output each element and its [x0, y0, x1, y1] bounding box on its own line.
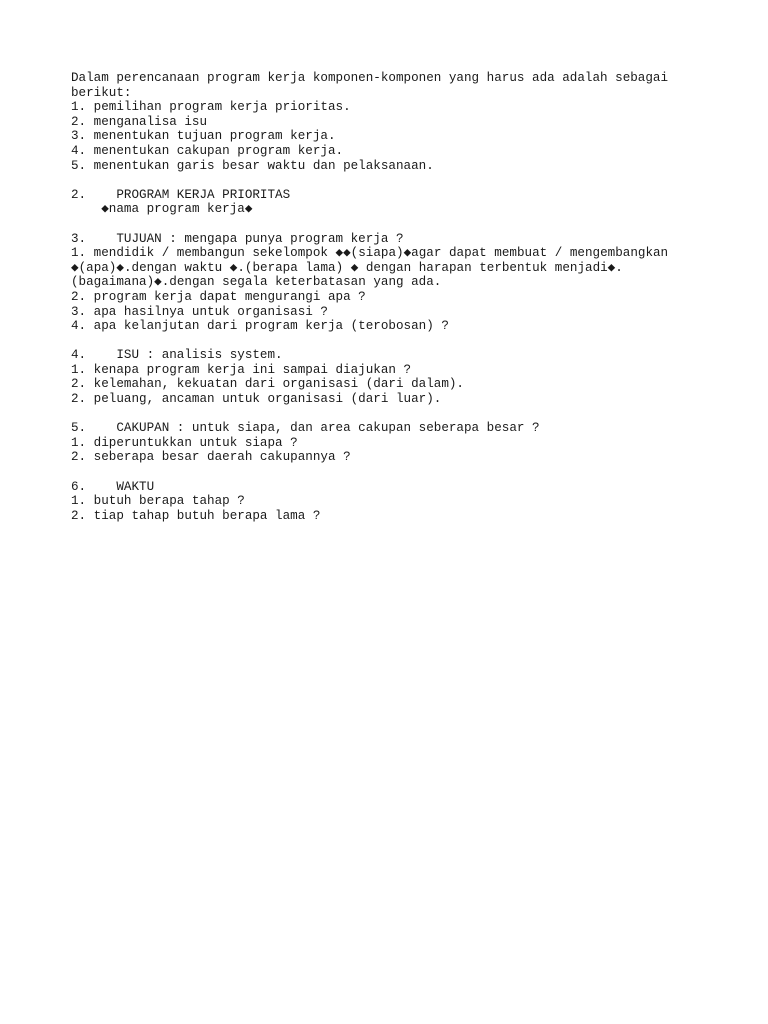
section-waktu: [71, 480, 711, 524]
section-list-item: 1. diperuntukkan untuk siapa ?: [71, 435, 298, 450]
section-list-item-continuation: ◆(apa)◆.dengan waktu ◆.(berapa lama) ◆ dengan harapan terbentuk menjadi◆.: [71, 260, 623, 275]
section-program-kerja-prioritas: [71, 188, 711, 217]
section-list-item: 2. program kerja dapat mengurangi apa ?: [71, 289, 366, 304]
section-list-item: 1. kenapa program kerja ini sampai diajukan ?: [71, 362, 412, 377]
section-list-item: 2. tiap tahap butuh berapa lama ?: [71, 508, 321, 523]
blank-line: [71, 465, 711, 480]
section-isu: [71, 348, 711, 406]
blank-line: [71, 407, 711, 422]
section-cakupan: [71, 421, 711, 465]
document-page: [71, 71, 711, 523]
section-heading: 3. TUJUAN : mengapa punya program kerja ?: [71, 231, 404, 246]
section-list-item: 2. seberapa besar daerah cakupannya ?: [71, 450, 351, 465]
section-list-item: 4. apa kelanjutan dari program kerja (terobosan) ?: [71, 319, 449, 334]
section-heading: 4. ISU : analisis system.: [71, 348, 283, 363]
intro-list-item: 4. menentukan cakupan program kerja.: [71, 143, 344, 158]
blank-line: [71, 173, 711, 188]
section-heading: 6. WAKTU: [71, 479, 155, 494]
section-heading: 5. CAKUPAN : untuk siapa, dan area cakupan seberapa besar ?: [71, 421, 540, 436]
section-tujuan: [71, 232, 711, 334]
section-list-item: 2. kelemahan, kekuatan dari organisasi (dari dalam).: [71, 377, 464, 392]
intro-block: [71, 71, 711, 173]
intro-list-item: 3. menentukan tujuan program kerja.: [71, 129, 336, 144]
section-line: ◆nama program kerja◆: [71, 202, 253, 217]
intro-list-item: 2. menganalisa isu: [71, 114, 208, 129]
intro-list-item: 1. pemilihan program kerja prioritas.: [71, 100, 351, 115]
intro-paragraph-line: Dalam perencanaan program kerja komponen-komponen yang harus ada adalah sebagai: [71, 71, 669, 85]
blank-line: [71, 217, 711, 232]
section-list-item: 2. peluang, ancaman untuk organisasi (dari luar).: [71, 392, 442, 407]
section-list-item: 3. apa hasilnya untuk organisasi ?: [71, 304, 328, 319]
section-list-item: 1. mendidik / membangun sekelompok ◆◆(siapa)◆agar dapat membuat / mengembangkan: [71, 246, 669, 261]
intro-paragraph-line: berikut:: [71, 85, 132, 100]
section-list-item: 1. butuh berapa tahap ?: [71, 494, 245, 509]
intro-list-item: 5. menentukan garis besar waktu dan pelaksanaan.: [71, 158, 434, 173]
section-list-item-continuation: (bagaimana)◆.dengan segala keterbatasan yang ada.: [71, 275, 442, 290]
blank-line: [71, 334, 711, 349]
section-heading: 2. PROGRAM KERJA PRIORITAS: [71, 187, 291, 202]
